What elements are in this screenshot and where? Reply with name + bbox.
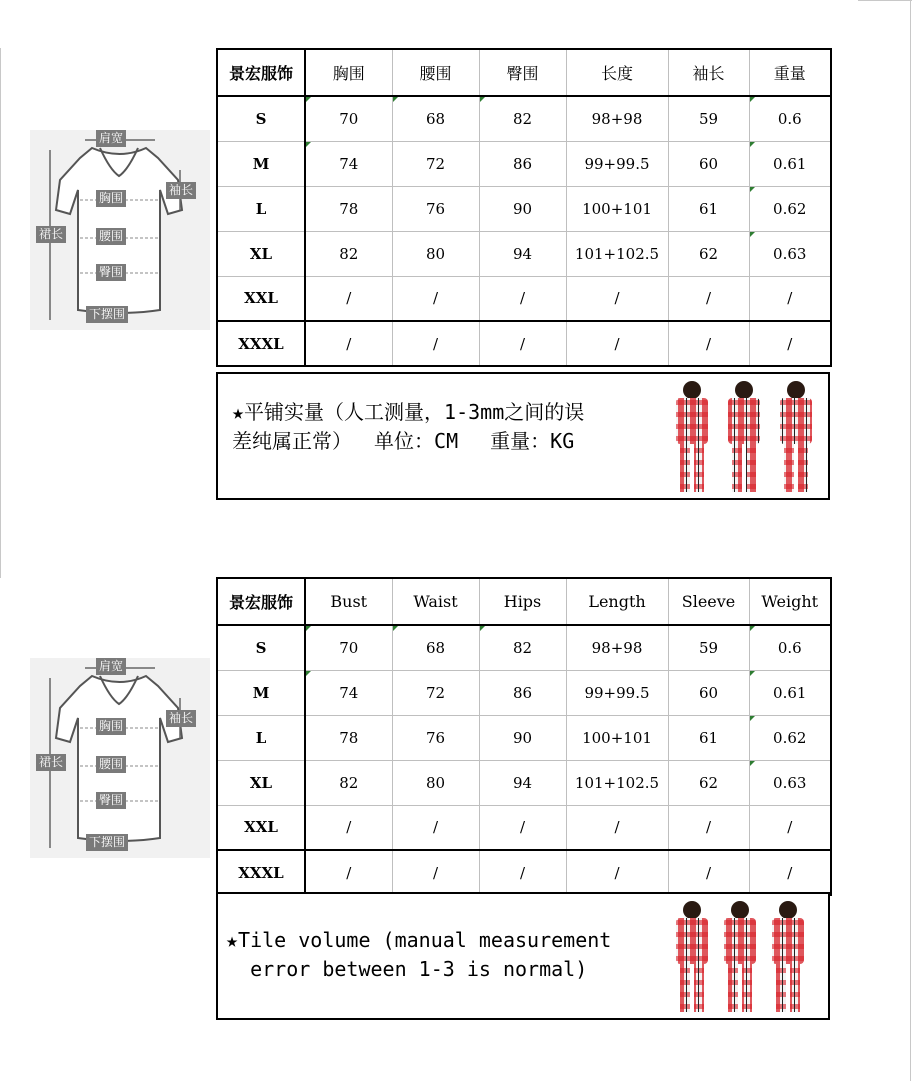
- label-sleeve: 袖长: [166, 182, 196, 199]
- size-chart-block-chinese: [0, 0, 912, 470]
- cell-marker-icon: [750, 142, 755, 147]
- model-figure: [780, 381, 812, 492]
- size-cell: XXL: [217, 276, 305, 321]
- table-cell: 0.63: [749, 231, 831, 276]
- table-cell: 78: [305, 186, 392, 231]
- table-row: [217, 805, 831, 850]
- cell-marker-icon: [393, 97, 398, 102]
- table-cell: 98+98: [566, 96, 668, 141]
- cell-marker-icon: [480, 97, 485, 102]
- header-cell: Bust: [305, 578, 392, 625]
- model-figure: [676, 381, 708, 492]
- table-cell: 0.6: [749, 96, 831, 141]
- table-cell: /: [479, 276, 566, 321]
- label-hip: 臀围: [96, 264, 126, 281]
- note-line-1: ★Tile volume (manual measurement: [226, 928, 612, 952]
- table-cell: 101+102.5: [566, 231, 668, 276]
- table-cell: 99+99.5: [566, 141, 668, 186]
- table-cell: 62: [668, 760, 749, 805]
- table-cell: 68: [392, 96, 479, 141]
- cell-marker-icon: [306, 97, 311, 102]
- table-row: [217, 276, 831, 321]
- header-cell: 臀围: [479, 49, 566, 96]
- table-cell: 80: [392, 231, 479, 276]
- table-cell: 86: [479, 670, 566, 715]
- measurement-note-box: [216, 372, 830, 500]
- label-sleeve: 袖长: [166, 710, 196, 727]
- label-length: 裙长: [36, 754, 66, 771]
- table-header-row: [217, 578, 831, 625]
- table-cell: /: [305, 276, 392, 321]
- measurement-note: [226, 926, 666, 984]
- cell-marker-icon: [306, 626, 311, 631]
- model-photo: [666, 896, 826, 1018]
- table-cell: /: [392, 321, 479, 366]
- header-cell: 景宏服饰: [217, 49, 305, 96]
- table-cell: /: [305, 850, 392, 895]
- table-cell: 101+102.5: [566, 760, 668, 805]
- table-row: [217, 850, 831, 895]
- table-header-row: [217, 49, 831, 96]
- table-cell: /: [749, 276, 831, 321]
- label-chest: 胸围: [96, 190, 126, 207]
- table-cell: 61: [668, 186, 749, 231]
- size-cell: M: [217, 670, 305, 715]
- size-cell: S: [217, 625, 305, 670]
- table-cell: 0.61: [749, 141, 831, 186]
- table-cell: 90: [479, 186, 566, 231]
- table-cell: 0.62: [749, 186, 831, 231]
- table-cell: /: [566, 321, 668, 366]
- table-row: [217, 670, 831, 715]
- note-line-2: 差纯属正常） 单位：CM 重量：KG: [232, 429, 575, 453]
- table-row: [217, 321, 831, 366]
- table-row: [217, 141, 831, 186]
- size-cell: XL: [217, 760, 305, 805]
- table-cell: 0.61: [749, 670, 831, 715]
- size-cell: L: [217, 715, 305, 760]
- table-cell: 70: [305, 96, 392, 141]
- cell-marker-icon: [306, 142, 311, 147]
- label-waist: 腰围: [96, 756, 126, 773]
- table-cell: 0.6: [749, 625, 831, 670]
- table-cell: 82: [305, 760, 392, 805]
- table-cell: /: [566, 850, 668, 895]
- table-cell: 99+99.5: [566, 670, 668, 715]
- model-figure: [772, 901, 804, 1012]
- table-cell: /: [749, 321, 831, 366]
- measurement-note: [232, 398, 662, 456]
- label-shoulder: 肩宽: [96, 658, 126, 675]
- table-cell: /: [392, 276, 479, 321]
- size-cell: S: [217, 96, 305, 141]
- header-cell: 胸围: [305, 49, 392, 96]
- table-cell: 76: [392, 186, 479, 231]
- table-cell: 72: [392, 670, 479, 715]
- header-cell: 腰围: [392, 49, 479, 96]
- header-cell: 景宏服饰: [217, 578, 305, 625]
- table-cell: 74: [305, 670, 392, 715]
- label-chest: 胸围: [96, 718, 126, 735]
- model-figure: [724, 901, 756, 1012]
- table-cell: 82: [479, 96, 566, 141]
- table-cell: 90: [479, 715, 566, 760]
- table-cell: 76: [392, 715, 479, 760]
- label-waist: 腰围: [96, 228, 126, 245]
- table-cell: /: [668, 850, 749, 895]
- table-row: [217, 715, 831, 760]
- table-row: [217, 96, 831, 141]
- table-cell: 98+98: [566, 625, 668, 670]
- measurement-note-box: [216, 892, 830, 1020]
- size-table: [216, 577, 832, 896]
- table-cell: 59: [668, 625, 749, 670]
- table-cell: 80: [392, 760, 479, 805]
- table-cell: 78: [305, 715, 392, 760]
- table-cell: /: [392, 805, 479, 850]
- table-row: [217, 186, 831, 231]
- table-cell: /: [668, 805, 749, 850]
- table-row: [217, 625, 831, 670]
- table-cell: 86: [479, 141, 566, 186]
- header-cell: Length: [566, 578, 668, 625]
- table-cell: 94: [479, 231, 566, 276]
- garment-diagram: [30, 130, 210, 330]
- model-figure: [728, 381, 760, 492]
- table-cell: /: [749, 850, 831, 895]
- table-cell: 100+101: [566, 186, 668, 231]
- header-cell: Sleeve: [668, 578, 749, 625]
- label-hem: 下摆围: [86, 306, 128, 323]
- table-cell: 0.62: [749, 715, 831, 760]
- table-cell: 61: [668, 715, 749, 760]
- size-cell: XXL: [217, 805, 305, 850]
- table-cell: 74: [305, 141, 392, 186]
- table-row: [217, 231, 831, 276]
- cell-marker-icon: [750, 232, 755, 237]
- model-figure: [676, 901, 708, 1012]
- label-shoulder: 肩宽: [96, 130, 126, 147]
- table-cell: 94: [479, 760, 566, 805]
- header-cell: 长度: [566, 49, 668, 96]
- table-cell: /: [668, 321, 749, 366]
- table-cell: 72: [392, 141, 479, 186]
- header-cell: Waist: [392, 578, 479, 625]
- table-cell: 70: [305, 625, 392, 670]
- cell-marker-icon: [750, 716, 755, 721]
- size-cell: XL: [217, 231, 305, 276]
- table-cell: 82: [305, 231, 392, 276]
- cell-marker-icon: [750, 761, 755, 766]
- note-line-2: error between 1-3 is normal): [226, 957, 588, 981]
- table-cell: /: [392, 850, 479, 895]
- table-cell: 100+101: [566, 715, 668, 760]
- size-cell: M: [217, 141, 305, 186]
- size-cell: L: [217, 186, 305, 231]
- header-cell: 袖长: [668, 49, 749, 96]
- garment-diagram: [30, 658, 210, 858]
- size-chart-block-english: [0, 530, 912, 1000]
- table-cell: /: [566, 276, 668, 321]
- table-cell: 0.63: [749, 760, 831, 805]
- header-cell: Weight: [749, 578, 831, 625]
- header-cell: 重量: [749, 49, 831, 96]
- size-cell: XXXL: [217, 850, 305, 895]
- table-cell: /: [749, 805, 831, 850]
- table-row: [217, 760, 831, 805]
- cell-marker-icon: [750, 97, 755, 102]
- table-cell: 82: [479, 625, 566, 670]
- table-cell: /: [479, 805, 566, 850]
- label-length: 裙长: [36, 226, 66, 243]
- size-cell: XXXL: [217, 321, 305, 366]
- table-cell: /: [479, 850, 566, 895]
- cell-marker-icon: [750, 626, 755, 631]
- table-cell: 60: [668, 141, 749, 186]
- model-photo: [666, 376, 826, 498]
- cell-marker-icon: [393, 626, 398, 631]
- label-hem: 下摆围: [86, 834, 128, 851]
- table-cell: 59: [668, 96, 749, 141]
- table-cell: /: [668, 276, 749, 321]
- header-cell: Hips: [479, 578, 566, 625]
- table-cell: /: [479, 321, 566, 366]
- cell-marker-icon: [750, 671, 755, 676]
- table-cell: /: [305, 805, 392, 850]
- size-table: [216, 48, 832, 367]
- table-cell: 62: [668, 231, 749, 276]
- label-hip: 臀围: [96, 792, 126, 809]
- cell-marker-icon: [750, 187, 755, 192]
- table-cell: /: [305, 321, 392, 366]
- table-cell: 60: [668, 670, 749, 715]
- note-line-1: ★平铺实量（人工测量，1-3mm之间的误: [232, 400, 585, 424]
- cell-marker-icon: [480, 626, 485, 631]
- table-cell: 68: [392, 625, 479, 670]
- cell-marker-icon: [306, 671, 311, 676]
- table-cell: /: [566, 805, 668, 850]
